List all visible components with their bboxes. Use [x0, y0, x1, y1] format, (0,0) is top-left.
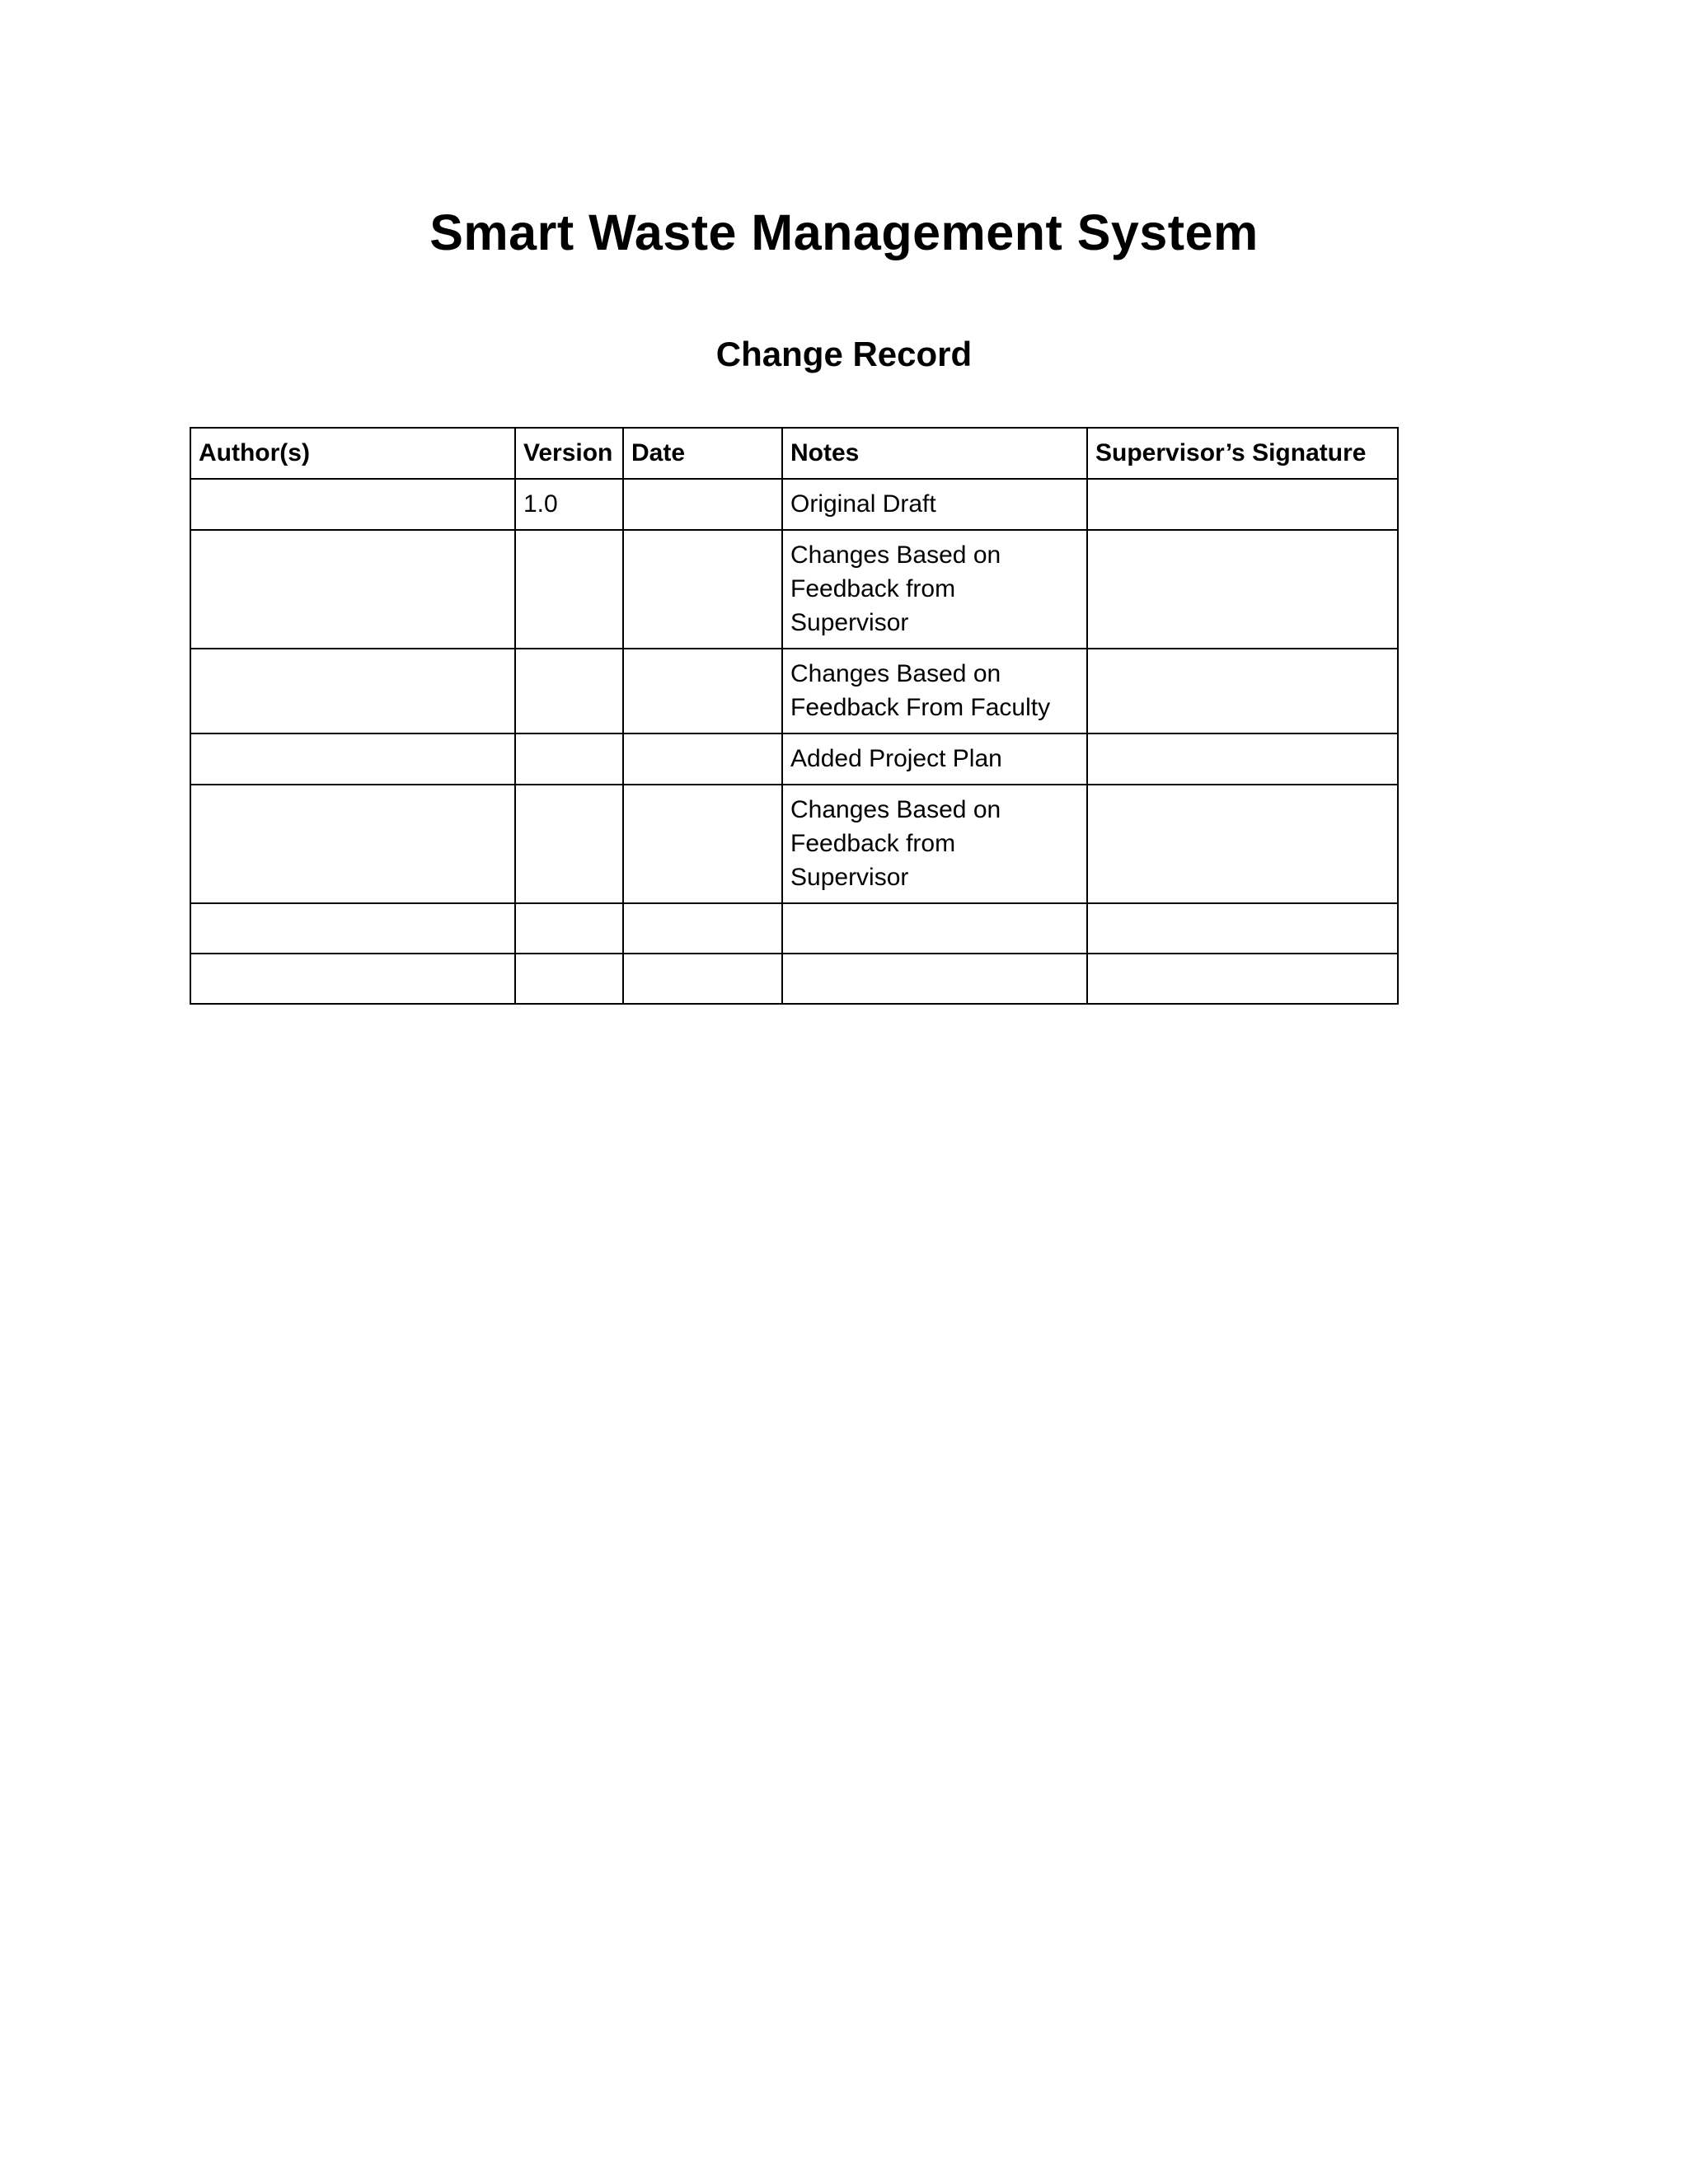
cell-authors [190, 785, 515, 903]
change-record-table [190, 427, 1399, 1005]
table-row [190, 649, 1398, 733]
cell-date [623, 479, 782, 530]
table-row [190, 954, 1398, 1004]
cell-signature [1087, 530, 1398, 649]
cell-notes: Changes Based on Feedback from Supervisor [782, 530, 1087, 649]
cell-notes [782, 954, 1087, 1004]
cell-authors [190, 530, 515, 649]
cell-notes: Added Project Plan [782, 733, 1087, 785]
cell-date [623, 530, 782, 649]
cell-signature [1087, 954, 1398, 1004]
cell-authors [190, 733, 515, 785]
table-row [190, 530, 1398, 649]
cell-notes [782, 903, 1087, 954]
cell-notes: Changes Based on Feedback From Faculty [782, 649, 1087, 733]
cell-version [515, 954, 623, 1004]
cell-authors [190, 649, 515, 733]
cell-version [515, 649, 623, 733]
cell-signature [1087, 903, 1398, 954]
cell-signature [1087, 479, 1398, 530]
table-header-row [190, 428, 1398, 479]
cell-version [515, 903, 623, 954]
section-title: Change Record [715, 335, 973, 373]
cell-version [515, 785, 623, 903]
cell-authors [190, 954, 515, 1004]
table-row [190, 733, 1398, 785]
cell-date [623, 954, 782, 1004]
cell-date [623, 733, 782, 785]
table-row [190, 903, 1398, 954]
cell-authors [190, 479, 515, 530]
header-date: Date [623, 428, 782, 479]
cell-version: 1.0 [515, 479, 623, 530]
cell-date [623, 649, 782, 733]
cell-signature [1087, 733, 1398, 785]
cell-notes: Original Draft [782, 479, 1087, 530]
cell-version [515, 733, 623, 785]
header-authors: Author(s) [190, 428, 515, 479]
cell-signature [1087, 649, 1398, 733]
cell-date [623, 903, 782, 954]
cell-notes: Changes Based on Feedback from Supervisor [782, 785, 1087, 903]
document-title: Smart Waste Management System [429, 204, 1259, 260]
cell-date [623, 785, 782, 903]
cell-signature [1087, 785, 1398, 903]
cell-version [515, 530, 623, 649]
header-notes: Notes [782, 428, 1087, 479]
header-version: Version [515, 428, 623, 479]
table-row [190, 479, 1398, 530]
table-row [190, 785, 1398, 903]
header-signature: Supervisor’s Signature [1087, 428, 1398, 479]
cell-authors [190, 903, 515, 954]
